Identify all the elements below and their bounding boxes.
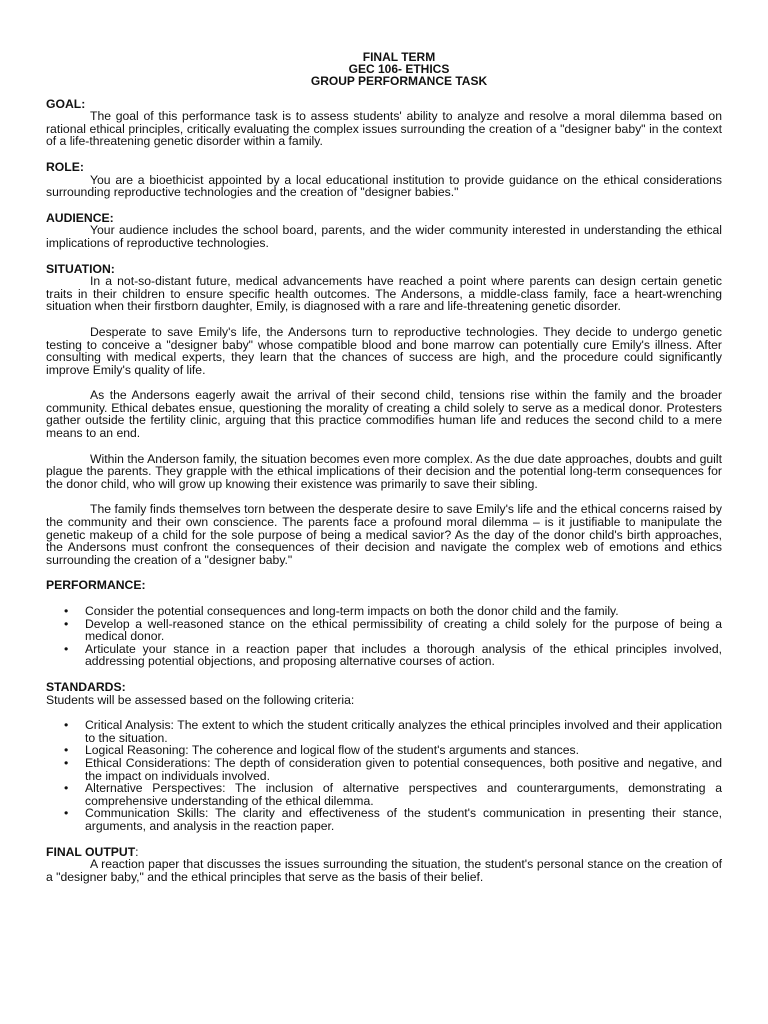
list-item — [64, 806, 722, 833]
audience-heading: AUDIENCE: — [46, 210, 114, 225]
situation-section — [46, 263, 722, 567]
audience-section — [46, 212, 722, 250]
performance-section — [46, 579, 722, 668]
list-item-text: Alternative Perspectives: The inclusion of alternative perspectives and counterarguments, demonstrating a comprehensive understanding of the ethical dilemma. — [85, 781, 722, 808]
list-item-text: Critical Analysis: The extent to which the student critically analyzes the ethical principles involved and their application to the situation. — [85, 718, 722, 745]
goal-heading: GOAL: — [46, 96, 86, 111]
list-item — [64, 641, 722, 669]
list-item-text: Ethical Considerations: The depth of consideration given to potential consequences, both positive and negative, and the impact on individuals involved. — [85, 755, 722, 783]
standards-heading: STANDARDS: — [46, 679, 126, 694]
bullet-icon: • — [64, 604, 69, 619]
performance-heading: PERFORMANCE: — [46, 578, 146, 593]
final-output-section — [46, 846, 722, 884]
situation-heading: SITUATION: — [46, 261, 115, 276]
bullet-icon: • — [64, 806, 69, 821]
situation-paragraph: Desperate to save Emily's life, the Andersons turn to reproductive technologies. They decide to undergo genetic testing to conceive a "designer baby" whose compatible blood and bone marrow can potentially cure Emily's illness. After consulting with medical experts, they learn that the chances of success are high, and the procedure could significantly improve Emily's quality of life. — [46, 324, 722, 377]
list-item-text: Communication Skills: The clarity and effectiveness of the student's communication in presenting their stance, arguments, and analysis in the reaction paper. — [85, 806, 722, 833]
final-output-text: A reaction paper that discusses the issues surrounding the situation, the student's personal stance on the creation of a "designer baby," and the ethical principles that serve as the basis of their belief. — [46, 857, 722, 884]
role-text: You are a bioethicist appointed by a local educational institution to provide guidance on the ethical considerations surrounding reproductive technologies and the creation of "designer babies." — [46, 172, 722, 200]
role-section — [46, 161, 722, 199]
standards-intro: Students will be assessed based on the following criteria: — [46, 692, 355, 707]
header-course: GEC 106- ETHICS — [348, 62, 450, 77]
final-output-heading-text: FINAL OUTPUT — [46, 844, 136, 859]
list-item-text: Articulate your stance in a reaction paper that includes a thorough analysis of the ethical principles involved, addressing potential objections, and proposing alternative courses of action. — [85, 641, 722, 669]
bullet-icon: • — [64, 755, 69, 770]
bullet-icon: • — [64, 616, 69, 631]
header-task: GROUP PERFORMANCE TASK — [310, 74, 488, 89]
list-item-text: Logical Reasoning: The coherence and logical flow of the student's arguments and stances. — [85, 743, 579, 758]
goal-section — [46, 98, 722, 148]
situation-paragraph: In a not-so-distant future, medical advancements have reached a point where parents can design certain genetic traits in their children to ensure specific health outcomes. The Andersons, a middle-class family, face a heart-wrenching situation when their firstborn daughter, Emily, is diagnosed with a rare and life-threatening genetic disorder. — [46, 274, 722, 314]
list-item — [64, 781, 722, 808]
bullet-icon: • — [64, 641, 69, 656]
list-item — [64, 616, 722, 644]
header-term: FINAL TERM — [362, 50, 436, 64]
situation-paragraph: As the Andersons eagerly await the arrival of their second child, tensions rise within the family and the broader community. Ethical debates ensue, questioning the morality of creating a child solely to serve as a medical donor. Protesters gather outside the fertility clinic, arguing that this practice commodifies human life and reduces the second child to a mere means to an end. — [46, 388, 722, 441]
situation-paragraph: Within the Anderson family, the situation becomes even more complex. As the due date approaches, doubts and guilt plague the parents. They grapple with the ethical implications of their decision and the potential long-term consequences for the donor child, who will grow up knowing their existence was primarily to save their sibling. — [46, 451, 722, 491]
performance-list — [46, 605, 722, 668]
standards-section — [46, 681, 722, 833]
bullet-icon: • — [64, 781, 69, 796]
bullet-icon: • — [64, 718, 69, 733]
audience-text: Your audience includes the school board, parents, and the wider community interested in understanding the ethical implications of reproductive technologies. — [46, 223, 722, 250]
list-item — [64, 755, 722, 783]
situation-paragraph: The family finds themselves torn between the desperate desire to save Emily's life and the ethical concerns raised by the community and their own conscience. The parents face a profound moral dilemma – is it justifiable to manipulate the genetic makeup of a child for the sole purpose of being a medical savior? As the day of the donor child's birth approaches, the Andersons must confront the consequences of their decision and navigate the complex web of emotions and ethics surrounding the creation of a "designer baby." — [46, 502, 722, 567]
role-heading: ROLE: — [46, 159, 84, 174]
bullet-icon: • — [64, 743, 69, 758]
final-output-colon: : — [135, 844, 139, 859]
list-item — [64, 718, 722, 745]
standards-list — [46, 719, 722, 832]
list-item-text: Develop a well-reasoned stance on the ethical permissibility of creating a child solely for the purpose of being a medical donor. — [85, 616, 722, 644]
list-item-text: Consider the potential consequences and long-term impacts on both the donor child and the family. — [85, 604, 619, 619]
document-header — [46, 51, 722, 88]
goal-text: The goal of this performance task is to assess students' ability to analyze and resolve a moral dilemma based on rational ethical principles, critically evaluating the complex issues surrounding the creation of a "designer baby" in the context of a life-threatening genetic disorder within a family. — [46, 109, 722, 149]
